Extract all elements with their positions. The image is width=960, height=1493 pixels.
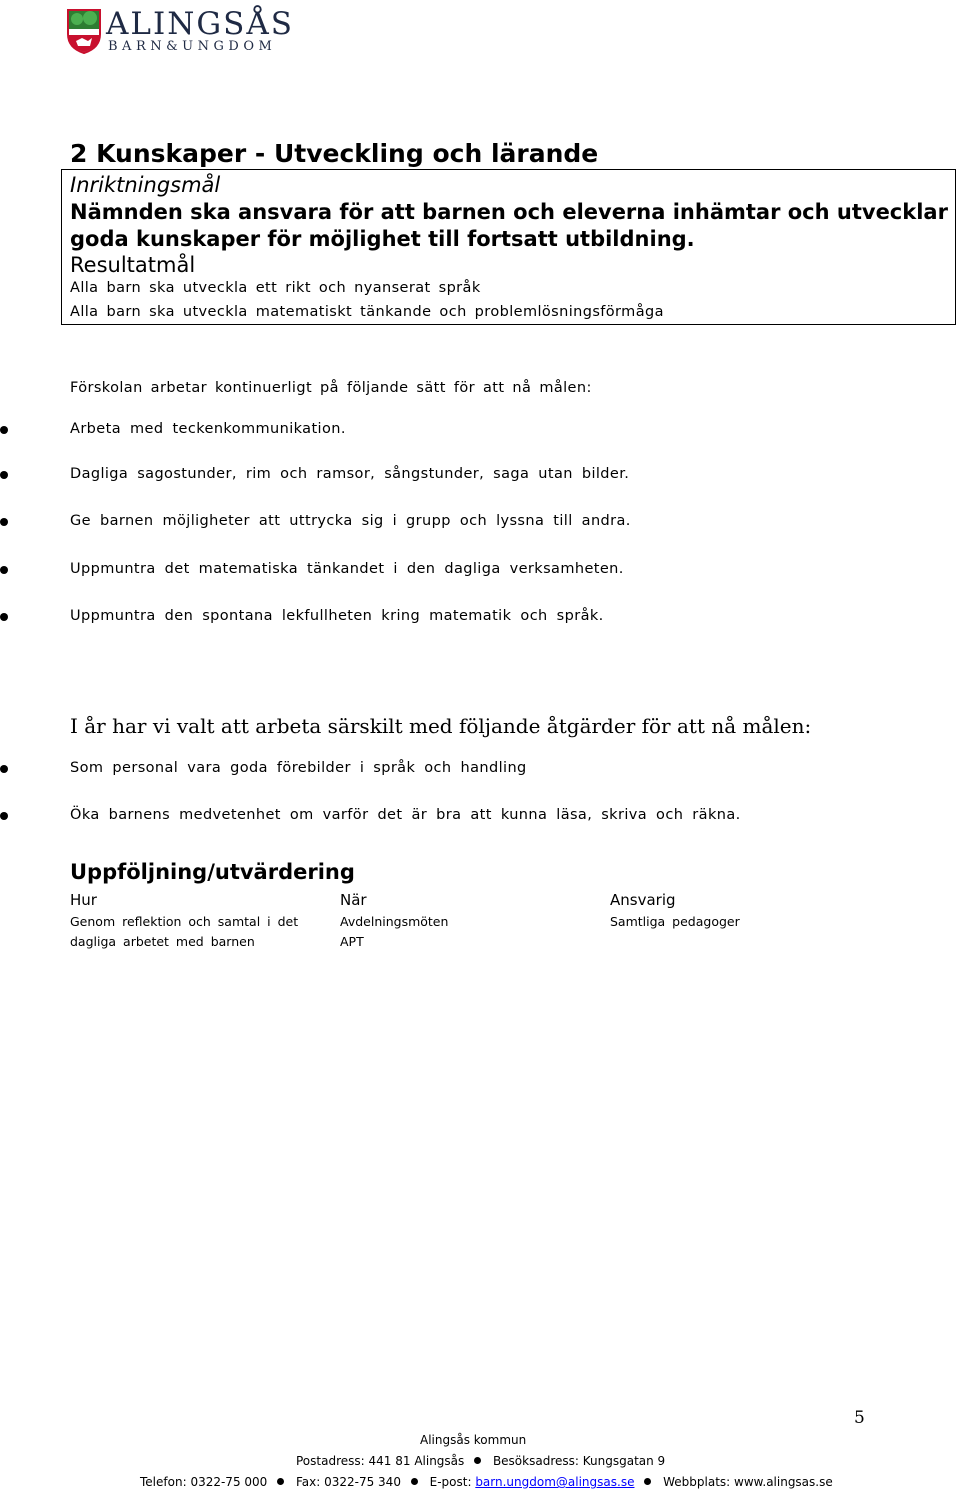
method-item: Ge barnen möjligheter att uttrycka sig i grupp och lyssna till andra.: [70, 513, 631, 529]
email-label: E-post:: [429, 1475, 472, 1489]
cell-nar: Avdelningsmöten: [340, 914, 449, 929]
web-label: Webbplats:: [663, 1475, 731, 1489]
bullet-icon: [0, 812, 8, 820]
fax-label: Fax:: [295, 1475, 321, 1489]
footer-org: Alingsås kommun: [420, 1433, 527, 1447]
method-item: Dagliga sagostunder, rim och ramsor, sångstunder, saga utan bilder.: [70, 466, 630, 482]
action-item: Öka barnens medvetenhet om varför det är bra att kunna läsa, skriva och räkna.: [70, 807, 741, 823]
column-header-ansvarig: Ansvarig: [610, 891, 676, 909]
postal-value: 441 81 Alingsås: [368, 1454, 465, 1468]
method-item: Uppmuntra det matematiska tänkandet i den dagliga verksamheten.: [70, 561, 624, 577]
cell-hur: Genom reflektion och samtal i det: [70, 914, 299, 929]
bullet-icon: [0, 613, 8, 621]
separator-dot-icon: [277, 1478, 284, 1485]
method-item: Uppmuntra den spontana lekfullheten kring matematik och språk.: [70, 608, 604, 624]
result-item: Alla barn ska utveckla matematiskt tänkande och problemlösningsförmåga: [70, 304, 664, 320]
bullet-icon: [0, 518, 8, 526]
postal-label: Postadress:: [296, 1454, 365, 1468]
footer-contact-line: [140, 1475, 833, 1489]
section-heading: 2 Kunskaper - Utveckling och lärande: [70, 139, 599, 168]
email-link[interactable]: barn.ungdom@alingsas.se: [475, 1475, 635, 1489]
bullet-icon: [0, 426, 8, 434]
visit-value: Kungsgatan 9: [582, 1454, 666, 1468]
phone-label: Telefon:: [140, 1475, 187, 1489]
visit-label: Besöksadress:: [492, 1454, 579, 1468]
bullet-icon: [0, 471, 8, 479]
footer-address-line: [296, 1454, 665, 1468]
methods-intro: Förskolan arbetar kontinuerligt på följande sätt för att nå målen:: [70, 380, 592, 396]
result-label: Resultatmål: [70, 253, 196, 277]
web-value[interactable]: www.alingsas.se: [734, 1475, 833, 1489]
bullet-icon: [0, 765, 8, 773]
cell-ansvarig: Samtliga pedagoger: [610, 914, 740, 929]
page-number: 5: [854, 1408, 865, 1428]
cell-hur: dagliga arbetet med barnen: [70, 934, 255, 949]
column-header-hur: Hur: [70, 891, 97, 909]
logo-subtitle: BARN&UNGDOM: [108, 39, 277, 54]
method-item: Arbeta med teckenkommunikation.: [70, 421, 346, 437]
column-header-nar: När: [340, 891, 367, 909]
phone-value: 0322-75 000: [190, 1475, 268, 1489]
result-item: Alla barn ska utveckla ett rikt och nyanserat språk: [70, 280, 481, 296]
bullet-icon: [0, 566, 8, 574]
separator-dot-icon: [411, 1478, 418, 1485]
separator-dot-icon: [474, 1457, 481, 1464]
fax-value: 0322-75 340: [324, 1475, 401, 1489]
goal-text: Nämnden ska ansvara för att barnen och eleverna inhämtar och utvecklar goda kunskaper för möjlighet till fortsatt utbildning.: [70, 200, 948, 251]
logo-title: ALINGSÅS: [106, 6, 294, 42]
actions-heading: I år har vi valt att arbeta särskilt med följande åtgärder för att nå målen:: [70, 714, 812, 738]
cell-nar: APT: [340, 934, 364, 949]
followup-heading: Uppföljning/utvärdering: [70, 860, 355, 884]
separator-dot-icon: [644, 1478, 651, 1485]
action-item: Som personal vara goda förebilder i språk och handling: [70, 760, 527, 776]
alingsas-shield-icon: [66, 8, 102, 54]
goal-label: Inriktningsmål: [70, 173, 221, 197]
